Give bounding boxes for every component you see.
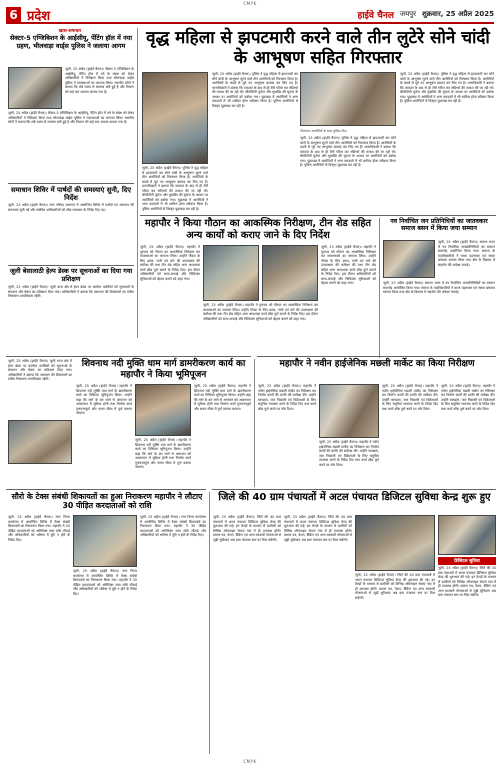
digital-body: जूली, 25 अप्रैल (हाईवे चैनल)। जिले की 40 ग्राम पंचायतों में अटल पंचायत डिजिटल सुविधा केन्द्र की शुरुआत की गई। इन केन्द्रों के माध्यम से ग्रामीणों को विभिन्न ऑनलाइन सेवाएं गांव में ही उपलब्ध होंगी। प्रमाण पत्र, पेंशन, बैंकिंग एवं अन्य सरकारी योजनाओं से जुड़ी सुविधाएं अब ग्राम पंचायत स्तर पर मिल सकेंगी।: [213, 515, 281, 542]
fish-headline: महापौर ने नवीन हाईजेनिक मछली मार्केट का किया निरीक्षण: [279, 359, 475, 369]
tax-body-column-3: जूली, 25 अप्रैल (हाईवे चैनल)। नगर निगम कार्यालय में आयोजित शिविर में टैक्स संबंधी शिकायतों का निराकरण किया गया। महापौर ने 30 पीड़ित करदाताओं को अतिरिक्त जमा राशि लौटाई और अधिकारियों को भविष्य में त्रुटि न होने के निर्देश दिए।: [140, 515, 206, 537]
digital-photo-2: [438, 515, 496, 555]
godown-photo: [203, 245, 259, 301]
divider: [8, 265, 134, 266]
divider: [212, 489, 496, 490]
lead-body-continued: जूली, 25 अप्रैल (हाईवे चैनल)। पुलिस ने वृद्ध महिला से झपटमारी कर सोने चांदी के आभूषण लूटने वाले तीन आरोपियों को गिरफ्तार किया है। आरोपियों के कब्जे से लूटे गए आभूषण बरामद कर लिए गए हैं। थानाधिकारी ने बताया कि वारदात के बाद से ही टीमें गठित कर संदिग्धों की तलाश की जा रही थी। सीसीटीवी फुटेज और मुखबिर की सूचना के आधार पर आरोपियों को दबोचा गया। पूछताछ में आरोपियों ने अन्य वारदातों में भी शामिल होना स्वीकार किया है। पुलिस आरोपियों से विस्तृत पूछताछ कर रही है।: [300, 136, 396, 167]
brief2-headline: समाधान शिविर में पार्षदों की समस्याएं सुनी, दिए निर्देश: [11, 186, 131, 203]
godown-body-continued: जूली, 25 अप्रैल (हाईवे चैनल)। महापौर ने गुरुवार को गौठान का आकस्मिक निरीक्षण कर व्यवस्थाओं का जायजा लिया। उन्होंने गौवंश के लिए छाया, पानी एवं चारे की उपलब्धता की समीक्षा की तथा टीन शेड सहित अन्य आवश्यक कार्य शीघ्र पूर्ण कराने के निर्देश दिए। इस दौरान अधिकारियों को साफ-सफाई और चिकित्सा सुविधाओं को बेहतर बनाने को कहा गया।: [203, 303, 318, 321]
brief1-photo: [8, 67, 62, 109]
lead-body-column-3: जूली, 25 अप्रैल (हाईवे चैनल)। पुलिस ने वृद्ध महिला से झपटमारी कर सोने चांदी के आभूषण लूटने वाले तीन आरोपियों को गिरफ्तार किया है। आरोपियों के कब्जे से लूटे गए आभूषण बरामद कर लिए गए हैं। थानाधिकारी ने बताया कि वारदात के बाद से ही टीमें गठित कर संदिग्धों की तलाश की जा रही थी। सीसीटीवी फुटेज और मुखबिर की सूचना के आधार पर आरोपियों को दबोचा गया। पूछताछ में आरोपियों ने अन्य वारदातों में भी शामिल होना स्वीकार किया है। पुलिस आरोपियों से विस्तृत पूछताछ कर रही है।: [400, 72, 494, 103]
tax-headline: सौरो के टेक्स संबंधी शिकायतों का हुआ निराकरण महापौर ने लौटाए 30 पीड़ित करदाताओं को राशि: [11, 492, 203, 511]
godown-body: जूली, 25 अप्रैल (हाईवे चैनल)। महापौर ने गुरुवार को गौठान का आकस्मिक निरीक्षण कर व्यवस्थाओं का जायजा लिया। उन्होंने गौवंश के लिए छाया, पानी एवं चारे की उपलब्धता की समीक्षा की तथा टीन शेड सहित अन्य आवश्यक कार्य शीघ्र पूर्ण कराने के निर्देश दिए। इस दौरान अधिकारियों को साफ-सफाई और चिकित्सा सुविधाओं को बेहतर बनाने को कहा गया।: [140, 245, 200, 281]
tax-body: जूली, 25 अप्रैल (हाईवे चैनल)। नगर निगम कार्यालय में आयोजित शिविर में टैक्स संबंधी शिकायतों का निराकरण किया गया। महापौर ने 30 पीड़ित करदाताओं को अतिरिक्त जमा राशि लौटाई और अधिकारियों को भविष्य में त्रुटि न होने के निर्देश दिए।: [8, 515, 70, 542]
office-headline: नव निर्वाचित जन प्रतिनिधियों का जातवकार समाज बसन में किया जया सम्मान: [390, 218, 488, 233]
brief3-headline: जूली बेसालाठी हेल्प डेस्क पर सूचनाओं का दिया गया प्रशिक्षण: [9, 267, 133, 283]
river-body-continued: जूली, 25 अप्रैल (हाईवे चैनल)। महापौर ने शिवनाथ नदी मुक्ति धाम मार्ग के डामरीकरण कार्य का विधिवत भूमिपूजन किया। उन्होंने कहा कि मार्ग के बन जाने से आमजन को आवागमन में सुविधा होगी तथा निर्माण कार्य गुणवत्तापूर्ण और समय सीमा में पूर्ण कराया जाएगा।: [135, 438, 191, 469]
column-rule: [379, 218, 380, 358]
godown-body-column-3: जूली, 25 अप्रैल (हाईवे चैनल)। महापौर ने गुरुवार को गौठान का आकस्मिक निरीक्षण कर व्यवस्थाओं का जायजा लिया। उन्होंने गौवंश के लिए छाया, पानी एवं चारे की उपलब्धता की समीक्षा की तथा टीन शेड सहित अन्य आवश्यक कार्य शीघ्र पूर्ण कराने के निर्देश दिए। इस दौरान अधिकारियों को साफ-सफाई और चिकित्सा सुविधाओं को बेहतर बनाने को कहा गया।: [321, 245, 376, 285]
lead-caption: गिरफ्तार आरोपियों के साथ पुलिस टीम।: [300, 129, 347, 133]
lead-photo: [142, 72, 208, 164]
fish-photo: [319, 384, 379, 438]
brief2-body: जूली, 25 अप्रैल (हाईवे चैनल)। नगर परिषद सभागार में आयोजित शिविर में पार्षदों एवं आमजन की समस्याएं सुनी गईं और संबंधित अधिकारियों को शीघ्र समाधान के निर्देश दिए गए।: [8, 203, 134, 212]
fish-body: जूली, 25 अप्रैल (हाईवे चैनल)। महापौर ने नवीन हाईजेनिक मछली मार्केट का निरीक्षण कर निर्माण कार्यों की प्रगति की समीक्षा की। उन्होंने स्वच्छता, जल निकासी एवं विक्रेताओं के लिए समुचित व्यवस्था करने के निर्देश दिए तथा कार्य शीघ्र पूर्ण करने पर जोर दिया।: [258, 384, 316, 411]
digital-headline: जिले की 40 ग्राम पंचायतों में अटल पंचायत डिजिटल सुविधा केन्द्र शुरू हुए: [218, 492, 491, 503]
river-body-column-3: जूली, 25 अप्रैल (हाईवे चैनल)। महापौर ने शिवनाथ नदी मुक्ति धाम मार्ग के डामरीकरण कार्य का विधिवत भूमिपूजन किया। उन्होंने कहा कि मार्ग के बन जाने से आमजन को आवागमन में सुविधा होगी तथा निर्माण कार्य गुणवत्तापूर्ण और समय सीमा में पूर्ण कराया जाएगा।: [194, 384, 251, 411]
column-rule: [254, 359, 255, 487]
fish-body-continued: जूली, 25 अप्रैल (हाईवे चैनल)। महापौर ने नवीन हाईजेनिक मछली मार्केट का निरीक्षण कर निर्माण कार्यों की प्रगति की समीक्षा की। उन्होंने स्वच्छता, जल निकासी एवं विक्रेताओं के लिए समुचित व्यवस्था करने के निर्देश दिए तथा कार्य शीघ्र पूर्ण करने पर जोर दिया।: [319, 440, 379, 467]
bottom-color-marker: CMYK: [243, 759, 257, 764]
fish-body-column-3: जूली, 25 अप्रैल (हाईवे चैनल)। महापौर ने नवीन हाईजेनिक मछली मार्केट का निरीक्षण कर निर्माण कार्यों की प्रगति की समीक्षा की। उन्होंने स्वच्छता, जल निकासी एवं विक्रेताओं के लिए समुचित व्यवस्था करने के निर्देश दिए तथा कार्य शीघ्र पूर्ण करने पर जोर दिया।: [382, 384, 438, 411]
digital-side-label: डिजिटल सुविधा: [438, 557, 496, 565]
top-color-marker: CMYK: [243, 1, 257, 6]
lead-body-column-0: जूली, 25 अप्रैल (हाईवे चैनल)। पुलिस ने वृद्ध महिला से झपटमारी कर सोने चांदी के आभूषण लूटने वाले तीन आरोपियों को गिरफ्तार किया है। आरोपियों के कब्जे से लूटे गए आभूषण बरामद कर लिए गए हैं। थानाधिकारी ने बताया कि वारदात के बाद से ही टीमें गठित कर संदिग्धों की तलाश की जा रही थी। सीसीटीवी फुटेज और मुखबिर की सूचना के आधार पर आरोपियों को दबोचा गया। पूछताछ में आरोपियों ने अन्य वारदातों में भी शामिल होना स्वीकार किया है। पुलिस आरोपियों से विस्तृत पूछताछ कर रही है।: [142, 166, 208, 211]
section-title: प्रदेश: [27, 8, 51, 24]
digital-body-column-4: जूली, 25 अप्रैल (हाईवे चैनल)। जिले की 40 ग्राम पंचायतों में अटल पंचायत डिजिटल सुविधा केन्द्र की शुरुआत की गई। इन केन्द्रों के माध्यम से ग्रामीणों को विभिन्न ऑनलाइन सेवाएं गांव में ही उपलब्ध होंगी। प्रमाण पत्र, पेंशन, बैंकिंग एवं अन्य सरकारी योजनाओं से जुड़ी सुविधाएं अब ग्राम पंचायत स्तर पर मिल सकेंगी।: [438, 566, 496, 597]
office-body: जूली, 25 अप्रैल (हाईवे चैनल)। समाज भवन में नव निर्वाचित जनप्रतिनिधियों का सम्मान समारोह आयोजित किया गया। समाज के पदाधिकारियों ने माला पहनाकर एवं साफा बांधकर स्वागत किया तथा क्षेत्र के विकास में सहयोग की अपेक्षा जताई।: [438, 240, 495, 267]
divider: [6, 356, 251, 357]
lead-photo-2: [300, 72, 396, 126]
issue-date: शुक्रवार, 25 अप्रैल 2025: [422, 10, 494, 18]
brand-name: हाईवे चैनल: [357, 11, 394, 21]
tax-photo: [73, 515, 137, 567]
divider: [257, 356, 496, 357]
digital-body-column-2: जूली, 25 अप्रैल (हाईवे चैनल)। जिले की 40 ग्राम पंचायतों में अटल पंचायत डिजिटल सुविधा केन्द्र की शुरुआत की गई। इन केन्द्रों के माध्यम से ग्रामीणों को विभिन्न ऑनलाइन सेवाएं गांव में ही उपलब्ध होंगी। प्रमाण पत्र, पेंशन, बैंकिंग एवं अन्य सरकारी योजनाओं से जुड़ी सुविधाएं अब ग्राम पंचायत स्तर पर मिल सकेंगी।: [284, 515, 352, 542]
masthead: [357, 8, 494, 21]
office-body-continued: जूली, 25 अप्रैल (हाईवे चैनल)। समाज भवन में नव निर्वाचित जनप्रतिनिधियों का सम्मान समारोह आयोजित किया गया। समाज के पदाधिकारियों ने माला पहनाकर एवं साफा बांधकर स्वागत किया तथा क्षेत्र के विकास में सहयोग की अपेक्षा जताई।: [383, 281, 495, 294]
column-rule: [137, 28, 138, 338]
office-photo: [383, 240, 435, 278]
brief3-photo: [8, 420, 72, 464]
river-photo: [135, 384, 191, 436]
column-rule: [209, 492, 210, 754]
divider: [140, 215, 496, 216]
river-headline: शिवनाथ नदी मुक्ति धाम मार्ग डामरीकरण कार्य का महापौर ने किया भूमिपूजन: [81, 359, 246, 380]
tax-body-continued: जूली, 25 अप्रैल (हाईवे चैनल)। नगर निगम कार्यालय में आयोजित शिविर में टैक्स संबंधी शिकायतों का निराकरण किया गया। महापौर ने 30 पीड़ित करदाताओं को अतिरिक्त जमा राशि लौटाई और अधिकारियों को भविष्य में त्रुटि न होने के निर्देश दिए।: [73, 569, 137, 596]
digital-body-column-3: जूली, 25 अप्रैल (हाईवे चैनल)। जिले की 40 ग्राम पंचायतों में अटल पंचायत डिजिटल सुविधा केन्द्र की शुरुआत की गई। इन केन्द्रों के माध्यम से ग्रामीणों को विभिन्न ऑनलाइन सेवाएं गांव में ही उपलब्ध होंगी। प्रमाण पत्र, पेंशन, बैंकिंग एवं अन्य सरकारी योजनाओं से जुड़ी सुविधाएं अब ग्राम पंचायत स्तर पर मिल सकेंगी।: [355, 573, 435, 600]
divider: [8, 183, 134, 184]
brief-continued-body: जूली, 25 अप्रैल (हाईवे चैनल)। जूली थाना क्षेत्र में हेल्प डेस्क पर कार्यरत कार्मिकों को सूचनाओं के संकलन और प्रेषण का प्रशिक्षण दिया गया। अधिकारियों ने बताया कि आमजन की शिकायतों का त्वरित निस्तारण प्राथमिकता रहेगी।: [8, 359, 72, 381]
brief1-headline: सेक्टर-5 एग्जिबिशन के आईसीयू, पेंटिंग हॉल में नया ग्रहण, भीलवाड़ा वार्ड्स पुलिस ने जलाया आगम: [9, 34, 133, 50]
godown-photo-2: [262, 245, 318, 301]
fish-body-column-4: जूली, 25 अप्रैल (हाईवे चैनल)। महापौर ने नवीन हाईजेनिक मछली मार्केट का निरीक्षण कर निर्माण कार्यों की प्रगति की समीक्षा की। उन्होंने स्वच्छता, जल निकासी एवं विक्रेताओं के लिए समुचित व्यवस्था करने के निर्देश दिए तथा कार्य शीघ्र पूर्ण करने पर जोर दिया।: [441, 384, 495, 411]
brief1-body: जूली, 25 अप्रैल (हाईवे चैनल)। सैक्टर-5 एग्जिबिशन के आईसीयू, पेंटिंग हॉल में नये के संबंध को लेकर अधिकारियों ने निरीक्षण किया तथा भीलवाड़ा वार्ड्स पुलिस ने व्यवस्थाओं का जायजा लिया। स्थानीय लोगों ने बताया कि लंबे समय से समस्या बनी हुई है और विभाग को कई बार अवगत कराया गया है।: [65, 67, 134, 94]
digital-photo: [355, 515, 435, 571]
page-number: 6: [6, 7, 21, 22]
river-body: जूली, 25 अप्रैल (हाईवे चैनल)। महापौर ने शिवनाथ नदी मुक्ति धाम मार्ग के डामरीकरण कार्य का विधिवत भूमिपूजन किया। उन्होंने कहा कि मार्ग के बन जाने से आमजन को आवागमन में सुविधा होगी तथा निर्माण कार्य गुणवत्तापूर्ण और समय सीमा में पूर्ण कराया जाएगा।: [76, 384, 132, 415]
brief1-body-continued: जूली, 25 अप्रैल (हाईवे चैनल)। सैक्टर-5 एग्जिबिशन के आईसीयू, पेंटिंग हॉल में नये के संबंध को लेकर अधिकारियों ने निरीक्षण किया तथा भीलवाड़ा वार्ड्स पुलिस ने व्यवस्थाओं का जायजा लिया। स्थानीय लोगों ने बताया कि लंबे समय से समस्या बनी हुई है और विभाग को कई बार अवगत कराया गया है।: [8, 111, 134, 124]
lead-headline: वृद्ध महिला से झपटमारी करने वाले तीन लुटेरे सोने चांदी के आभूषण सहित गिरफ्तार: [146, 28, 490, 68]
godown-headline: महापौर ने किया गौठान का आकस्मिक निरीक्षण, टीन शेड सहित अन्य कार्यों को कराए जाने के दिए निर्देश: [144, 218, 372, 241]
divider: [6, 489, 206, 490]
briefs-label: खास-समाचार: [58, 29, 82, 34]
page-header: [6, 7, 494, 24]
brief3-body: जूली, 25 अप्रैल (हाईवे चैनल)। जूली थाना क्षेत्र में हेल्प डेस्क पर कार्यरत कार्मिकों को सूचनाओं के संकलन और प्रेषण का प्रशिक्षण दिया गया। अधिकारियों ने बताया कि आमजन की शिकायतों का त्वरित निस्तारण प्राथमिकता रहेगी।: [8, 285, 134, 298]
lead-body: जूली, 25 अप्रैल (हाईवे चैनल)। पुलिस ने वृद्ध महिला से झपटमारी कर सोने चांदी के आभूषण लूटने वाले तीन आरोपियों को गिरफ्तार किया है। आरोपियों के कब्जे से लूटे गए आभूषण बरामद कर लिए गए हैं। थानाधिकारी ने बताया कि वारदात के बाद से ही टीमें गठित कर संदिग्धों की तलाश की जा रही थी। सीसीटीवी फुटेज और मुखबिर की सूचना के आधार पर आरोपियों को दबोचा गया। पूछताछ में आरोपियों ने अन्य वारदातों में भी शामिल होना स्वीकार किया है। पुलिस आरोपियों से विस्तृत पूछताछ कर रही है।: [212, 72, 298, 108]
city-name: जयपुर: [399, 10, 417, 18]
